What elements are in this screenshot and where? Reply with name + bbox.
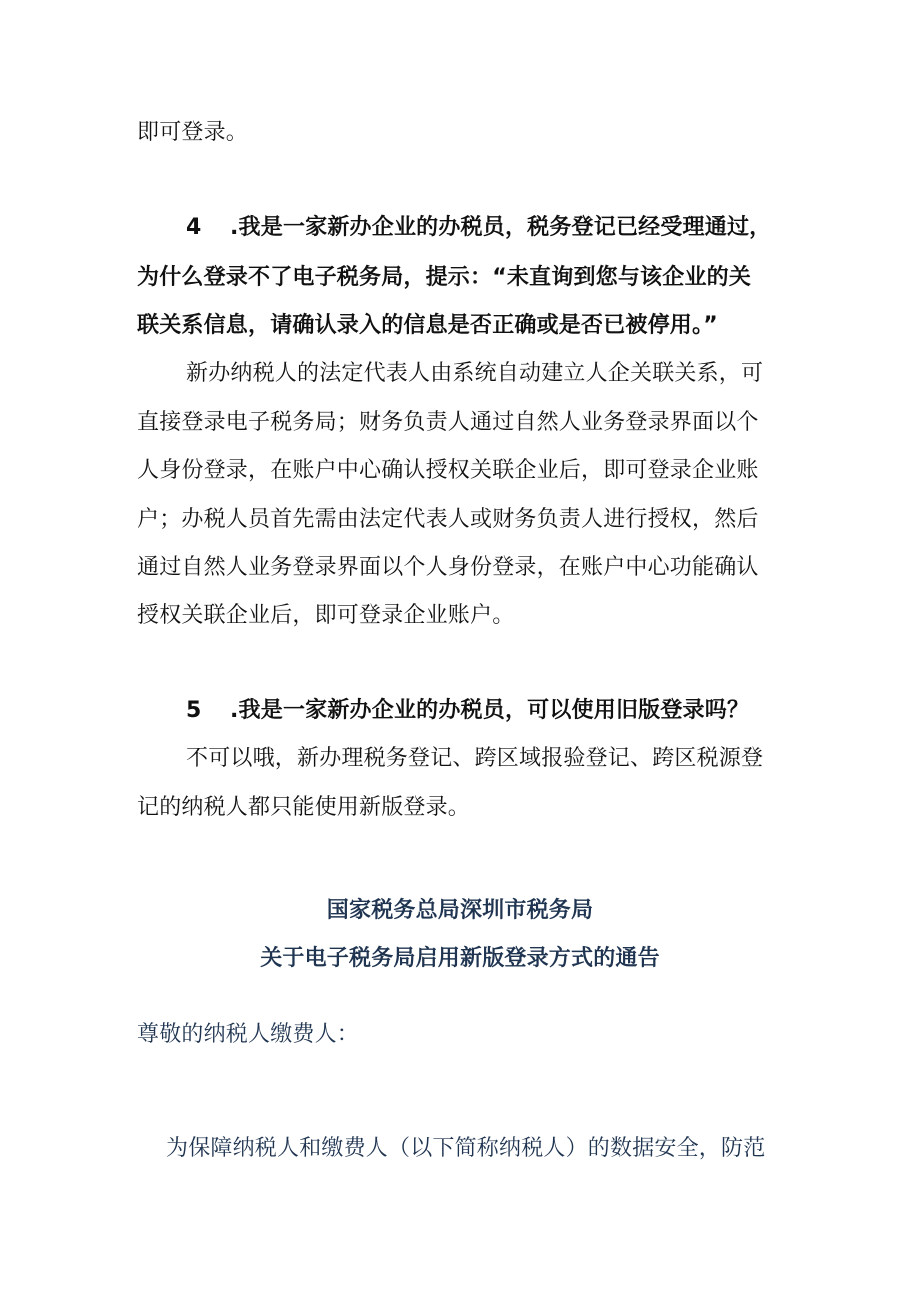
question-4-line-1 — [186, 213, 771, 243]
answer-5-line-2: 记的纳税人都只能使用新版登录。 — [137, 795, 471, 820]
answer-4-line-3: 人身份登录，在账户中心确认授权关联企业后，即可登录企业账 — [137, 458, 759, 483]
question-5-text: .我是一家新办企业的办税员，可以使用旧版登录吗？ — [230, 698, 750, 723]
notice-title-line-2: 关于电子税务局启用新版登录方式的通告 — [260, 946, 660, 971]
answer-4-line-1: 新办纳税人的法定代表人由系统自动建立人企关联关系，可 — [186, 361, 764, 386]
paragraph-end-line: 即可登录。 — [137, 120, 249, 145]
notice-salutation: 尊敬的纳税人缴费人： — [137, 1022, 360, 1047]
answer-4-line-4: 户；办税人员首先需由法定代表人或财务负责人进行授权，然后 — [137, 507, 759, 532]
notice-body-line-1: 为保障纳税人和缴费人（以下简称纳税人）的数据安全，防范 — [166, 1136, 766, 1161]
answer-5-line-1: 不可以哦，新办理税务登记、跨区域报验登记、跨区税源登 — [186, 746, 764, 771]
question-4-text-1: .我是一家新办企业的办税员，税务登记已经受理通过， — [230, 215, 772, 240]
answer-4-line-2: 直接登录电子税务局；财务负责人通过自然人业务登录界面以个 — [137, 410, 759, 435]
question-5-number: 5 — [186, 698, 202, 723]
answer-4-line-6: 授权关联企业后，即可登录企业账户。 — [137, 603, 515, 628]
question-4-line-3: 联关系信息，请确认录入的信息是否正确或是否已被停用。” — [137, 313, 718, 338]
answer-4-line-5: 通过自然人业务登录界面以个人身份登录，在账户中心功能确认 — [137, 555, 759, 580]
question-4-number: 4 — [186, 215, 202, 240]
notice-title-line-1: 国家税务总局深圳市税务局 — [326, 898, 594, 923]
question-4-line-2: 为什么登录不了电子税务局，提示：“未直询到您与该企业的关 — [137, 265, 752, 290]
question-5-line — [186, 696, 749, 726]
